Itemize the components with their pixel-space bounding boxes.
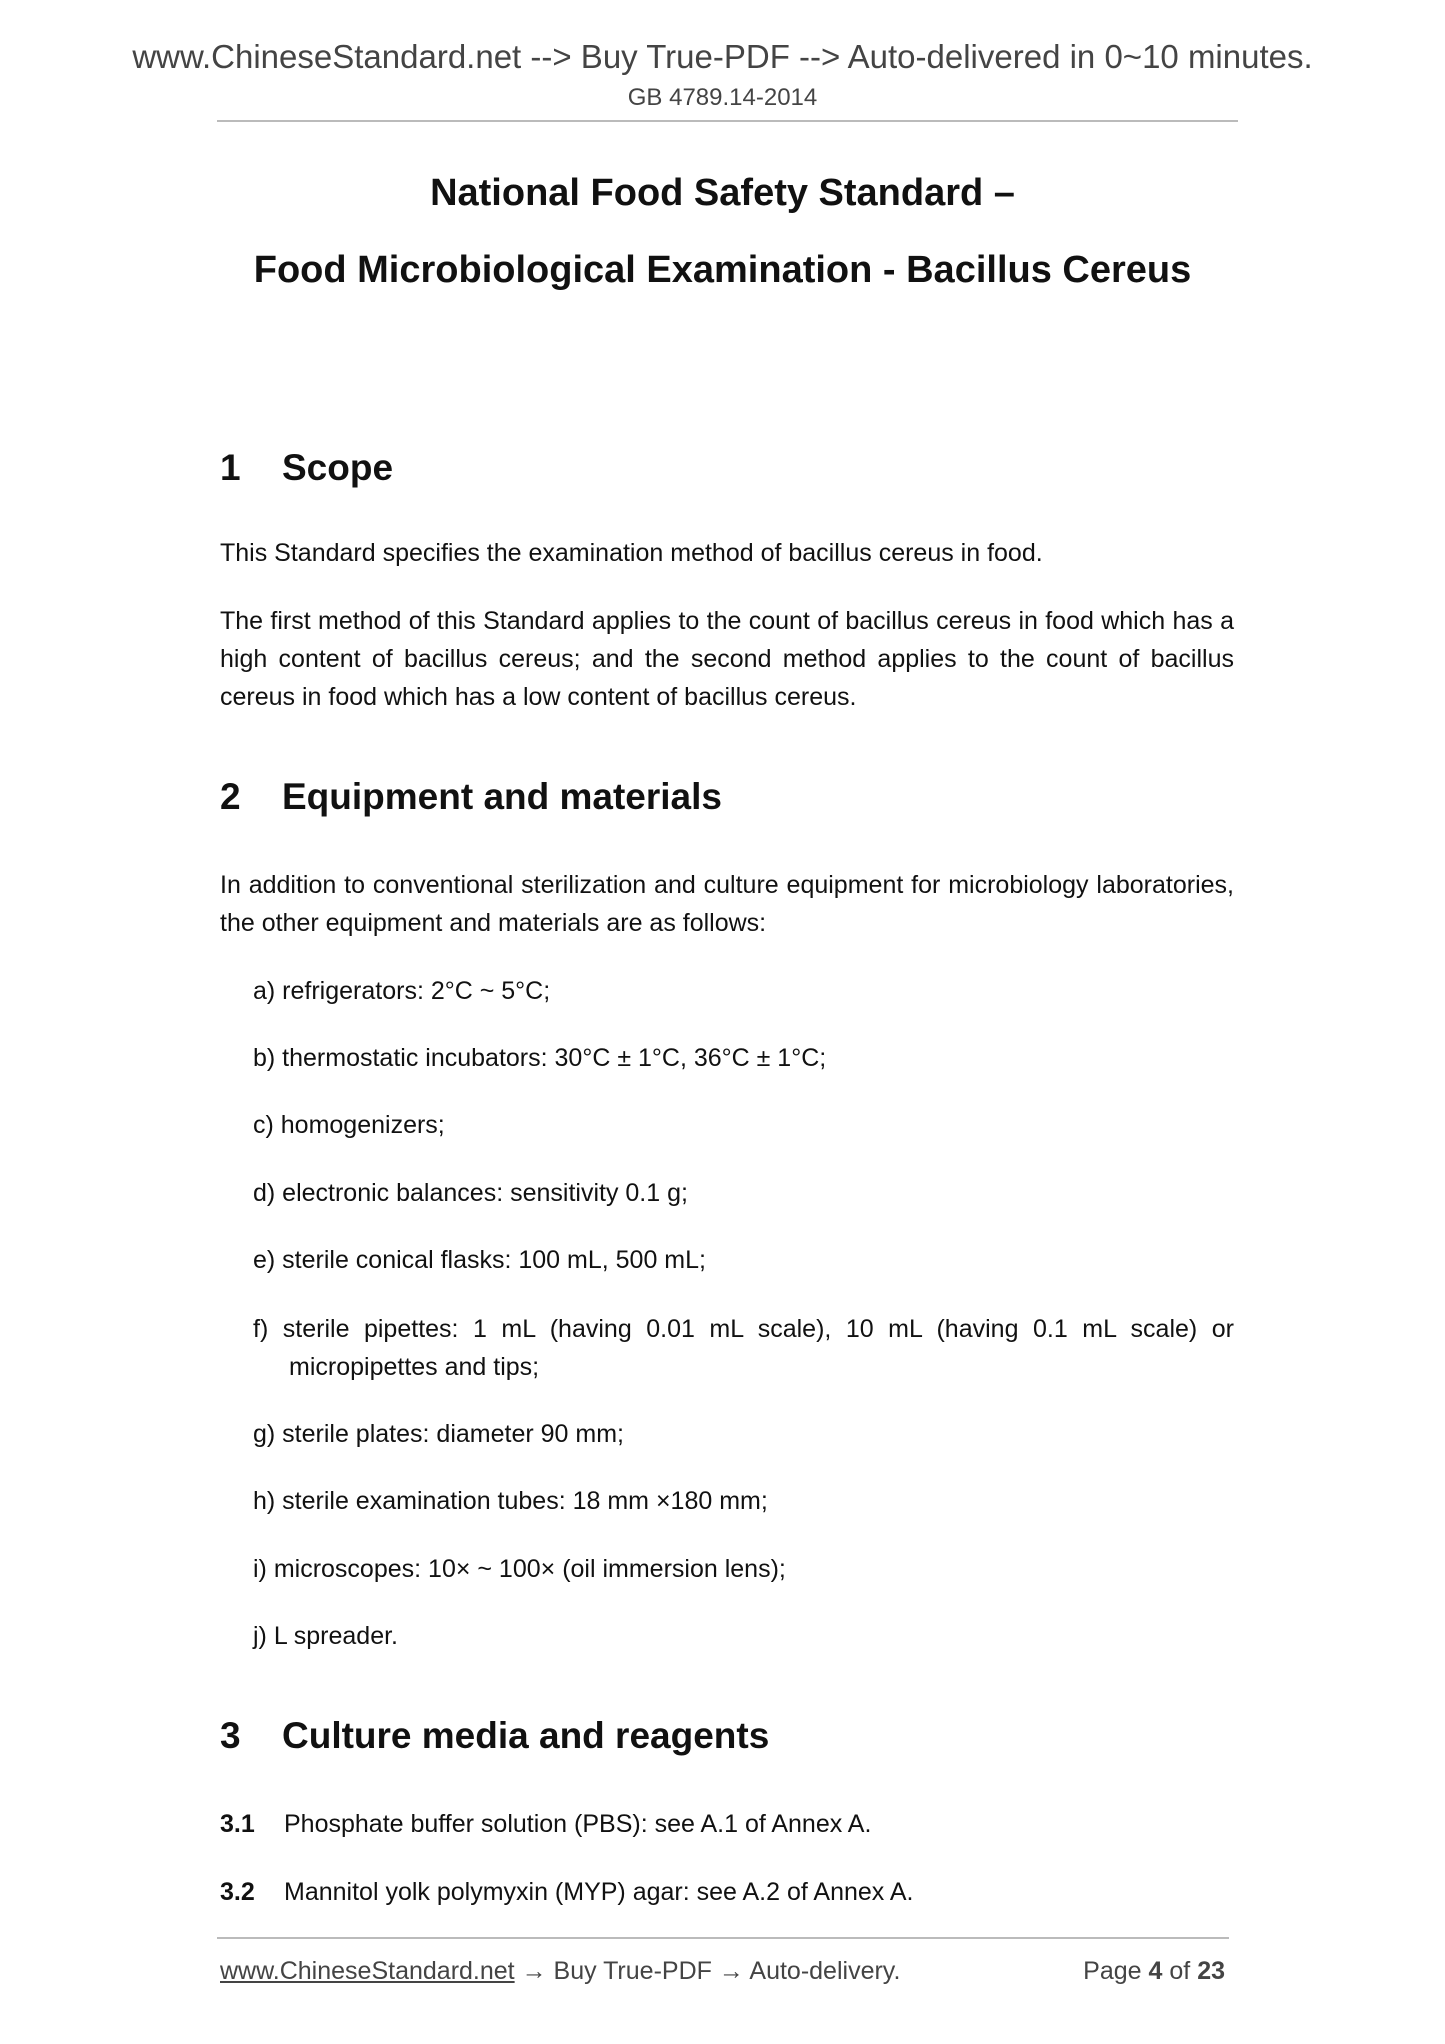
header-divider xyxy=(217,120,1238,122)
page-total: 23 xyxy=(1197,1957,1225,1985)
list-item: e) sterile conical flasks: 100 mL, 500 mL; xyxy=(253,1246,706,1274)
paragraph: This Standard specifies the examination method of bacillus cereus in food. xyxy=(220,539,1043,567)
list-item: h) sterile examination tubes: 18 mm ×180 mm; xyxy=(253,1487,768,1515)
section-title: Culture media and reagents xyxy=(282,1715,770,1756)
section-heading-scope xyxy=(220,447,393,489)
list-item: a) refrigerators: 2°C ~ 5°C; xyxy=(253,977,551,1005)
list-item: g) sterile plates: diameter 90 mm; xyxy=(253,1420,624,1448)
subsection-text: Mannitol yolk polymyxin (MYP) agar: see A.2 of Annex A. xyxy=(284,1878,914,1906)
footer-site-link[interactable]: www.ChineseStandard.net xyxy=(220,1957,515,1985)
section-heading-culture-media xyxy=(220,1715,769,1757)
section-number: 2 xyxy=(220,776,241,817)
section-heading-equipment xyxy=(220,776,722,818)
list-item: i) microscopes: 10× ~ 100× (oil immersion lens); xyxy=(253,1555,786,1583)
list-item: j) L spreader. xyxy=(253,1622,398,1650)
subsection-number: 3.2 xyxy=(220,1878,255,1906)
subsection-number: 3.1 xyxy=(220,1810,255,1838)
list-item: f) sterile pipettes: 1 mL (having 0.01 mL scale), 10 mL (having 0.1 mL scale) or xyxy=(253,1315,1234,1343)
section-number: 1 xyxy=(220,447,241,488)
page-of: of xyxy=(1169,1957,1191,1985)
section-number: 3 xyxy=(220,1715,241,1756)
header-banner: www.ChineseStandard.net --> Buy True-PDF --> Auto-delivered in 0~10 minutes. xyxy=(132,38,1313,75)
subsection-text: Phosphate buffer solution (PBS): see A.1 of Annex A. xyxy=(284,1810,872,1838)
list-item: b) thermostatic incubators: 30°C ± 1°C, 36°C ± 1°C; xyxy=(253,1044,827,1072)
page-current: 4 xyxy=(1148,1957,1163,1985)
document-title-line1: National Food Safety Standard – xyxy=(430,172,1015,214)
list-item-continuation: micropipettes and tips; xyxy=(289,1353,540,1381)
footer-tagline: → Buy True-PDF → Auto-delivery. xyxy=(514,1957,901,1985)
list-item: c) homogenizers; xyxy=(253,1111,445,1139)
footer-divider xyxy=(217,1937,1229,1939)
section-title: Scope xyxy=(282,447,394,488)
page-indicator xyxy=(1083,1957,1225,1986)
subsection-3-2 xyxy=(220,1878,913,1907)
paragraph: In addition to conventional sterilization and culture equipment for microbiology laboratories, the other equipment and materials are as follows: xyxy=(220,871,1234,937)
footer-left xyxy=(220,1957,900,1986)
list-item: d) electronic balances: sensitivity 0.1 g; xyxy=(253,1179,688,1207)
document-title-line2: Food Microbiological Examination - Bacillus Cereus xyxy=(253,249,1192,291)
section-title: Equipment and materials xyxy=(282,776,722,817)
paragraph: The first method of this Standard applies to the count of bacillus cereus in food which has a high content of bacillus cereus; and the second method applies to the count of bacillus cereus in food which has a low content of bacillus cereus. xyxy=(220,607,1234,711)
standard-number: GB 4789.14-2014 xyxy=(627,84,818,111)
page-label: Page xyxy=(1083,1957,1142,1985)
subsection-3-1 xyxy=(220,1810,871,1839)
